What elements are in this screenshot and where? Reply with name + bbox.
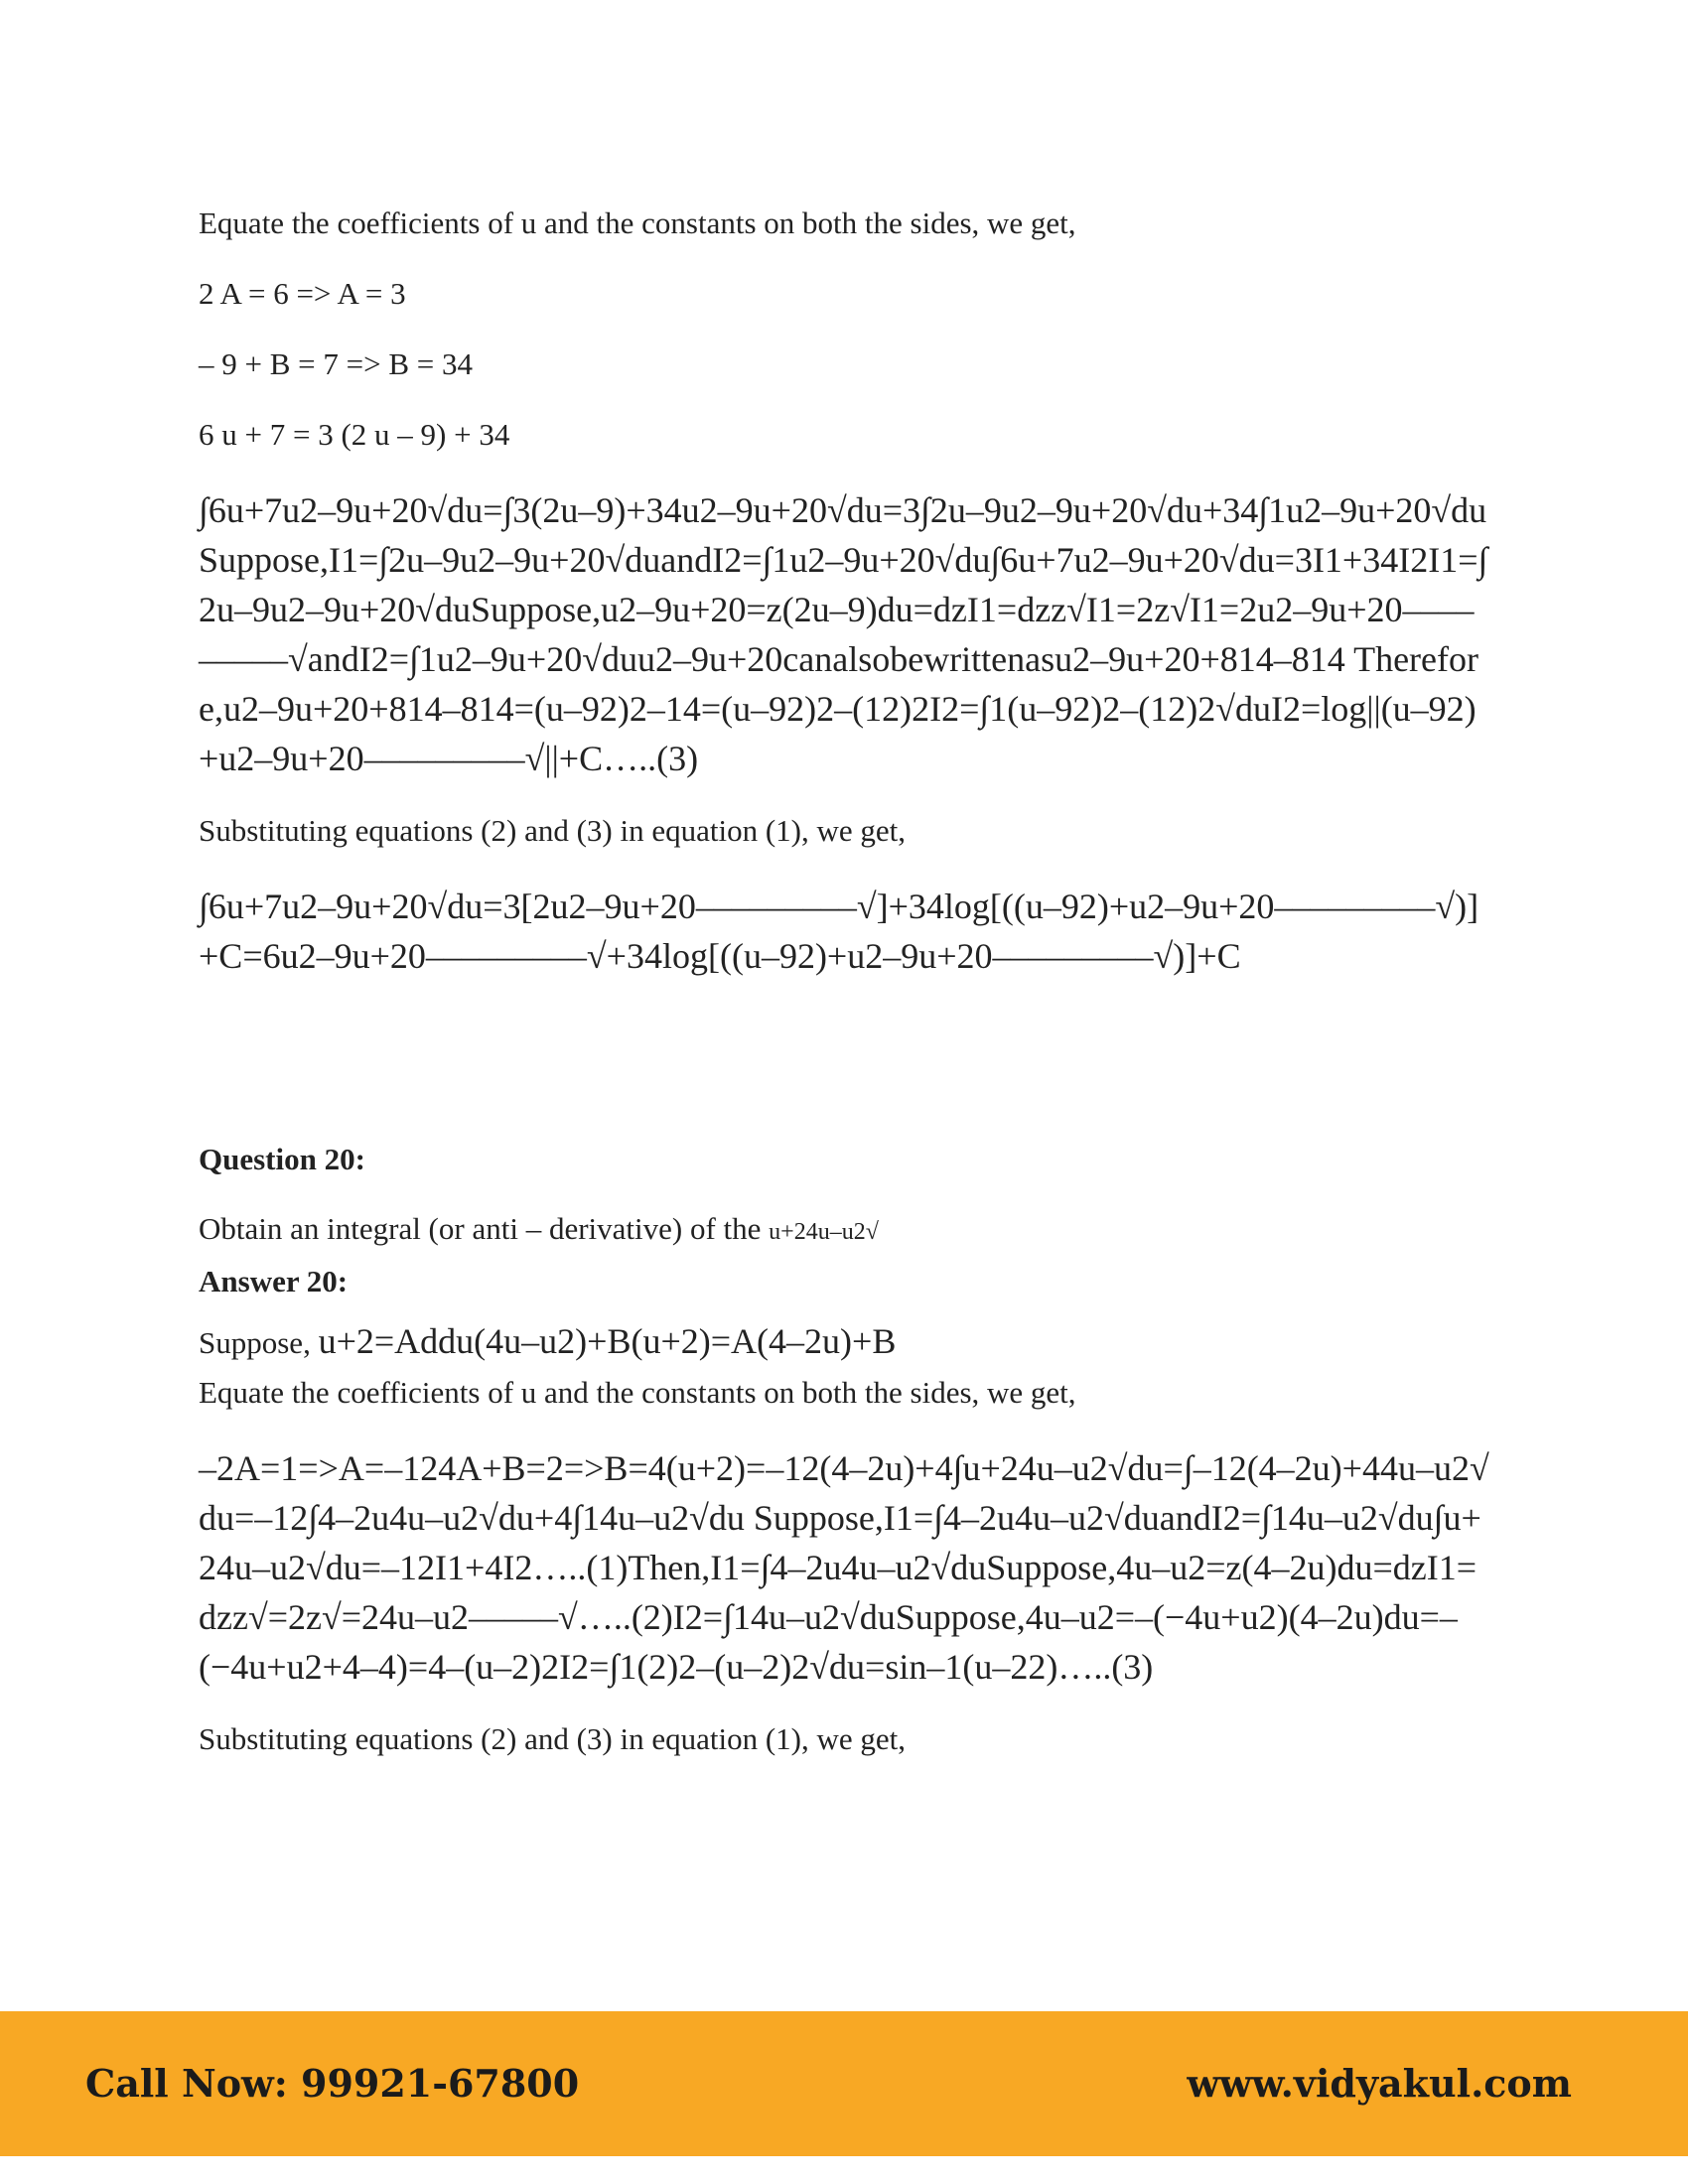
question-20-text [199,1209,1489,1252]
question-20-heading: Question 20: [199,1142,365,1176]
coefficients-intro-text: Equate the coefficients of u and the constants on both the sides, we get, [199,205,1076,240]
equation-a: 2 A = 6 => A = 3 [199,276,406,311]
answer-20-heading: Answer 20: [199,1264,349,1298]
question-20-prompt: Obtain an integral (or anti – derivative) of the [199,1211,770,1246]
answer-20-suppose [199,1321,1489,1363]
call-now-phone[interactable]: Call Now: 99921-67800 [85,2061,580,2106]
footer-bar [0,2011,1688,2156]
equation-combined: 6 u + 7 = 3 (2 u – 9) + 34 [199,417,510,452]
suppose-expression: u+2=Addu(4u–u2)+B(u+2)=A(4–2u)+B [318,1321,897,1361]
question-20-expression: u+24u–u2√ [769,1219,879,1245]
page-content [199,204,1489,1790]
equation-b: – 9 + B = 7 => B = 34 [199,346,474,381]
answer-20-derivation-block: –2A=1=>A=–124A+B=2=>B=4(u+2)=–12(4–2u)+4∫u+24u–u2√du=∫–12(4–2u)+44u–u2√du=–12∫4–2u4u–u2√du+4∫14u–u2√du Suppose,I1=∫4–2u4u–u2√duandI2=∫14u–u2√du∫u+24u–u2√du=–12I1+4I2…..(1)Then,I1=∫4–2u4u–u2√duSuppose,4u–u2=z(4–2u)du=dzI1=dzz√=2z√=24u–u2–––––√…..(2)I2=∫14u–u2√duSuppose,4u–u2=–(−4u+u2)(4–2u)du=–(−4u+u2+4–4)=4–(u–2)2I2=∫1(2)2–(u–2)2√du=sin–1(u–22)…..(3) [199,1448,1489,1687]
substitution-text: Substituting equations (2) and (3) in equation (1), we get, [199,813,907,848]
answer-20-coefficients-intro: Equate the coefficients of u and the constants on both the sides, we get, [199,1375,1076,1410]
final-result-block: ∫6u+7u2–9u+20√du=3[2u2–9u+20–––––––––√]+34log[((u–92)+u2–9u+20–––––––––√)]+C=6u2–9u+20–––––––––√+34log[((u–92)+u2–9u+20–––––––––√)]+C [199,887,1479,976]
integral-derivation-block: ∫6u+7u2–9u+20√du=∫3(2u–9)+34u2–9u+20√du=3∫2u–9u2–9u+20√du+34∫1u2–9u+20√du Suppose,I1=∫2u–9u2–9u+20√duandI2=∫1u2–9u+20√du∫6u+7u2–9u+20√du=3I1+34I2I1=∫2u–9u2–9u+20√duSuppose,u2–9u+20=z(2u–9)du=dzI1=dzz√I1=2z√I1=2u2–9u+20–––––––––√andI2=∫1u2–9u+20√duu2–9u+20canalsobewrittenasu2–9u+20+814–814 Therefore,u2–9u+20+814–814=(u–92)2–14=(u–92)2–(12)2I2=∫1(u–92)2–(12)2√duI2=log||(u–92)+u2–9u+20–––––––––√||+C…..(3) [199,490,1488,778]
answer-20-substitution-text: Substituting equations (2) and (3) in equation (1), we get, [199,1721,907,1756]
suppose-label: Suppose, [199,1325,319,1360]
website-link[interactable]: www.vidyakul.com [1187,2061,1572,2106]
